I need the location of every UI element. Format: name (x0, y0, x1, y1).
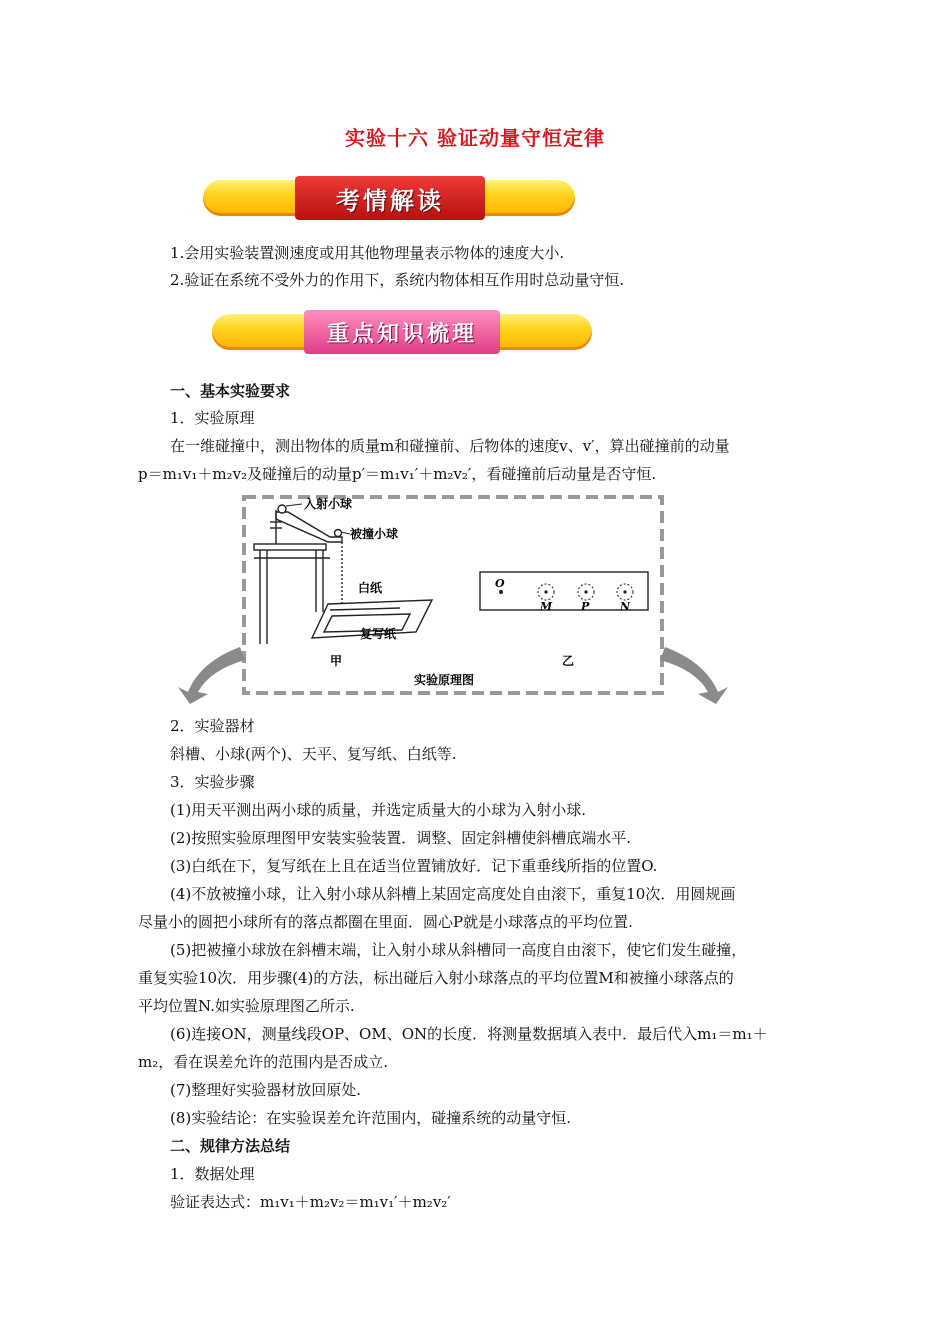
step-line: (4)不放被撞小球，让入射小球从斜槽上某固定高度处自由滚下，重复10次．用圆规画 (170, 885, 736, 903)
dot-p (584, 590, 587, 593)
equipment-text: 斜槽、小球(两个)、天平、复写纸、白纸等. (170, 745, 457, 763)
step-line: (7)整理好实验器材放回原处. (170, 1081, 362, 1099)
label-target-ball: 被撞小球 (350, 527, 399, 541)
step-line: 平均位置N.如实验原理图乙所示. (138, 997, 355, 1015)
table-apparatus (254, 510, 432, 644)
incident-ball (278, 505, 286, 513)
goal-1: 1.会用实验装置测速度或用其他物理量表示物体的速度大小. (170, 244, 565, 262)
banner-title: 重点知识梳理 (304, 310, 500, 354)
subheading-equipment: 2．实验器材 (170, 717, 255, 735)
label-incident-ball: 入射小球 (304, 497, 353, 511)
banner-exam-analysis (203, 176, 575, 220)
dot-m (544, 590, 547, 593)
right-arrow-icon (660, 647, 728, 704)
principle-line-2: p＝m₁v₁＋m₂v₂及碰撞后的动量p′＝m₁v₁′＋m₂v₂′，看碰撞前后动量是否守恒. (138, 465, 657, 483)
point-o-dot (499, 590, 503, 594)
step-line: m₂，看在误差允许的范围内是否成立. (138, 1053, 389, 1071)
page-title: 实验十六 验证动量守恒定律 (345, 126, 605, 150)
label-yi: 乙 (562, 654, 575, 668)
label-m: M (540, 600, 553, 613)
banner-title: 考情解读 (295, 176, 485, 220)
subheading-data-processing: 1．数据处理 (170, 1165, 255, 1183)
label-n: N (620, 600, 631, 613)
dot-n (623, 590, 626, 593)
left-arrow-icon (178, 647, 245, 704)
step-line: 重复实验10次．用步骤(4)的方法，标出碰后入射小球落点的平均位置M和被撞小球落点的 (138, 969, 734, 987)
experiment-diagram (170, 492, 740, 710)
target-ball (335, 530, 342, 537)
label-white-paper: 白纸 (358, 581, 383, 595)
principle-line-1: 在一维碰撞中，测出物体的质量m和碰撞前、后物体的速度v、v′，算出碰撞前的动量 (170, 437, 730, 455)
section-heading-2: 二、规律方法总结 (170, 1137, 291, 1155)
label-jia: 甲 (330, 654, 343, 668)
step-line: (8)实验结论：在实验误差允许范围内，碰撞系统的动量守恒. (170, 1109, 572, 1127)
verify-expression: 验证表达式：m₁v₁＋m₂v₂＝m₁v₁′＋m₂v₂′ (170, 1193, 451, 1211)
step-line: (3)白纸在下，复写纸在上且在适当位置铺放好．记下重垂线所指的位置O. (170, 857, 658, 875)
label-p: P (581, 600, 590, 613)
step-line: (1)用天平测出两小球的质量，并选定质量大的小球为入射小球. (170, 801, 587, 819)
step-line: (5)把被撞小球放在斜槽末端，让入射小球从斜槽同一高度自由滚下，使它们发生碰撞， (170, 941, 747, 959)
banner-key-knowledge (212, 310, 592, 354)
subheading-principle: 1．实验原理 (170, 409, 255, 427)
section-heading-1: 一、基本实验要求 (170, 382, 291, 400)
step-line: (6)连接ON，测量线段OP、OM、ON的长度．将测量数据填入表中．最后代入m₁＝m₁＋ (170, 1025, 768, 1043)
label-carbon-paper: 复写纸 (360, 627, 397, 641)
label-o: O (495, 577, 505, 590)
goal-2: 2.验证在系统不受外力的作用下，系统内物体相互作用时总动量守恒. (170, 271, 625, 289)
figure-caption: 实验原理图 (414, 673, 475, 687)
step-line: 尽量小的圆把小球所有的落点都圈在里面．圆心P就是小球落点的平均位置. (138, 913, 633, 931)
step-line: (2)按照实验原理图甲安装实验装置．调整、固定斜槽使斜槽底端水平. (170, 829, 632, 847)
subheading-steps: 3．实验步骤 (170, 773, 255, 791)
